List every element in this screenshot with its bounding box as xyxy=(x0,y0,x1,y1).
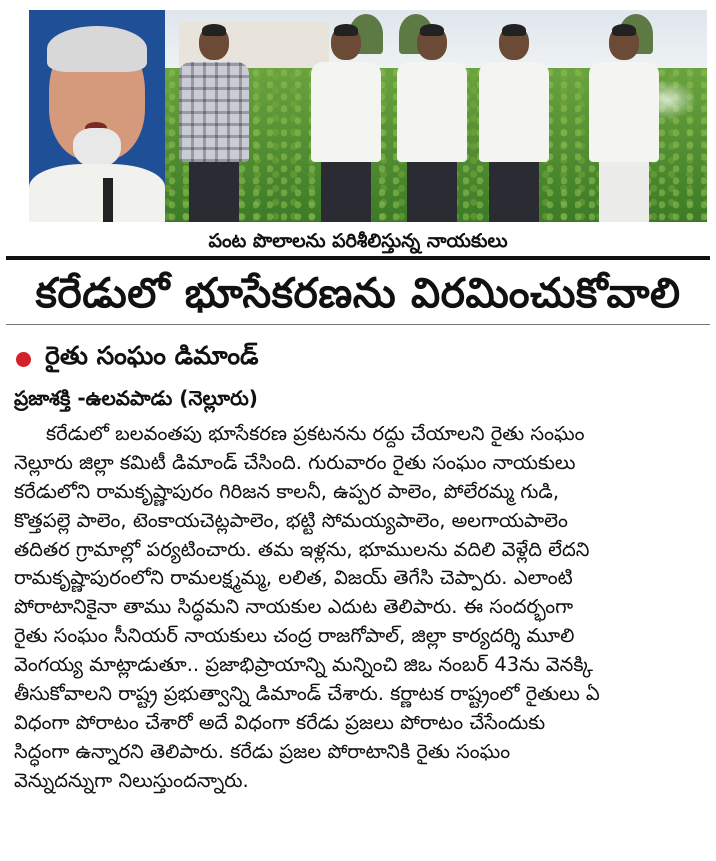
body-line: పోరాటానికైనా తాము సిద్ధమని నాయకుల ఎదుట తెలిపారు. ఈ సందర్భంగా xyxy=(14,595,574,619)
body-line: తీసుకోవాలని రాష్ట్ర ప్రభుత్వాన్ని డిమాండ్ చేశారు. కర్ణాటక రాష్ట్రంలో రైతులు ఏ xyxy=(14,682,600,706)
body-line: వెన్నుదన్నుగా నిలుస్తుందన్నారు. xyxy=(14,768,249,792)
subheading-text: రైతు సంఘం డిమాండ్ xyxy=(45,341,259,370)
body-line: నెల్లూరు జిల్లా కమిటీ డిమాండ్ చేసింది. గురువారం రైతు సంఘం నాయకులు xyxy=(14,450,576,474)
body-line: కరేడులో బలవంతపు భూసేకరణ ప్రకటనను రద్దు చేయాలని రైతు సంఘం xyxy=(46,422,585,445)
dateline: ప్రజాశక్తి -ఉలవపాడు (నెల్లూరు) xyxy=(14,386,258,410)
red-bullet-icon xyxy=(16,352,31,367)
body-line: తదితర గ్రామాల్లో పర్యటించారు. తమ ఇళ్లను, భూములను వదిలి వెళ్లేది లేదని xyxy=(14,537,590,561)
body-line: రామకృష్ణాపురంలోని రామలక్ష్మమ్మ, లలిత, విజయ్ తెగేసి చెప్పారు. ఎలాంటి xyxy=(14,566,573,590)
subheading-divider xyxy=(6,324,710,325)
body-line: సిద్ధంగా ఉన్నారని తెలిపారు. కరేడు ప్రజల పోరాటానికి రైతు సంఘం xyxy=(14,739,511,763)
body-line: రైతు సంఘం సీనియర్ నాయకులు చంద్ర రాజగోపాల్, జిల్లా కార్యదర్శి మూలి xyxy=(14,624,575,648)
body-line: కరేడులోని రామకృష్ణాపురం గిరిజన కాలనీ, ఉప్పర పాలెం, పోలేరమ్మ గుడి, xyxy=(14,479,560,503)
subheading xyxy=(16,342,259,376)
headline: కరేడులో భూసేకరణను విరమించుకోవాలి xyxy=(35,269,681,317)
body-line: విధంగా పోరాటం చేశారో అదే విధంగా కరేడు ప్రజలు పోరాటం చేసేందుకు xyxy=(14,710,546,734)
body-line: కొత్తపల్లె పాలెం, టెంకాయచెట్లపాలెం, భట్టి సోమయ్యపాలెం, అలగాయపాలెం xyxy=(14,508,568,532)
article-body xyxy=(14,420,704,796)
speaker-portrait-inset xyxy=(29,10,165,222)
body-line: వెంగయ్య మాట్లాడుతూ.. ప్రజాభిప్రాయాన్ని మన్నించి జిఒ నంబర్ 43ను వెనక్కి xyxy=(14,653,593,677)
photo-caption: పంట పొలాలను పరిశీలిస్తున్న నాయకులు xyxy=(208,230,508,252)
headline-divider xyxy=(6,256,710,260)
